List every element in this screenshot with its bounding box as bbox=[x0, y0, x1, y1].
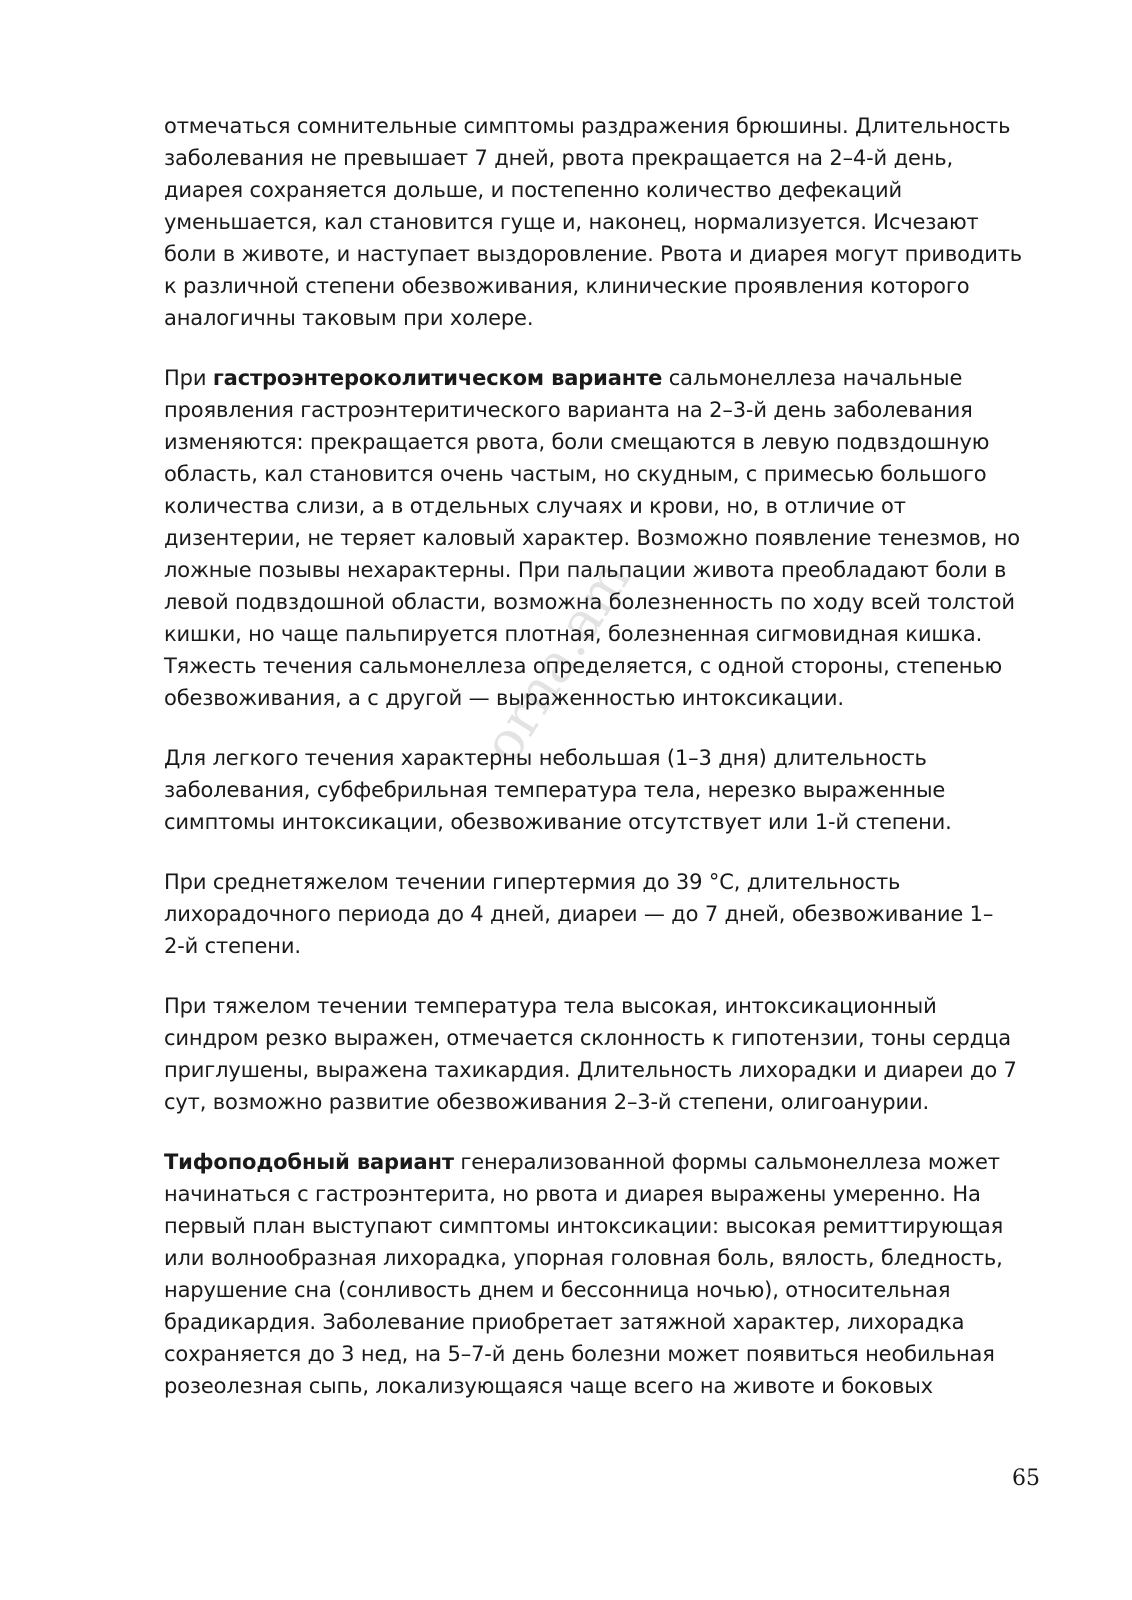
text-segment: симптомы интоксикации, обезвоживание отсутствует или 1-й степени. bbox=[164, 810, 952, 834]
bold-term: гастроэнтероколитическом варианте bbox=[212, 366, 663, 390]
text-line bbox=[164, 866, 1044, 898]
text-segment: или волнообразная лихорадка, упорная головная боль, вялость, бледность, bbox=[164, 1246, 1003, 1270]
text-line bbox=[164, 174, 1044, 206]
paragraph bbox=[164, 110, 1044, 334]
text-segment: первый план выступают симптомы интоксикации: высокая ремиттирующая bbox=[164, 1214, 1004, 1238]
text-line bbox=[164, 898, 1044, 930]
text-line bbox=[164, 142, 1044, 174]
text-line bbox=[164, 110, 1044, 142]
text-line bbox=[164, 1306, 1044, 1338]
paragraph bbox=[164, 866, 1044, 962]
page-number: 65 bbox=[1012, 1466, 1040, 1491]
text-line bbox=[164, 1370, 1044, 1402]
text-segment: генерализованной формы сальмонеллеза может bbox=[453, 1150, 1000, 1174]
bold-term: Тифоподобный вариант bbox=[164, 1150, 454, 1174]
text-segment: диарея сохраняется дольше, и постепенно количество дефекаций bbox=[164, 178, 902, 202]
text-line bbox=[164, 302, 1044, 334]
text-segment: нарушение сна (сонливость днем и бессонница ночью), относительная bbox=[164, 1278, 951, 1302]
text-line bbox=[164, 1178, 1044, 1210]
text-line bbox=[164, 1210, 1044, 1242]
text-line bbox=[164, 682, 1044, 714]
text-line bbox=[164, 1274, 1044, 1306]
text-line bbox=[164, 650, 1044, 682]
text-line bbox=[164, 362, 1044, 394]
text-line bbox=[164, 554, 1044, 586]
text-segment: проявления гастроэнтеритического варианта на 2–3-й день заболевания bbox=[164, 398, 973, 422]
text-segment: отмечаться сомнительные симптомы раздражения брюшины. Длительность bbox=[164, 114, 1011, 138]
paragraph bbox=[164, 990, 1044, 1118]
text-line bbox=[164, 270, 1044, 302]
text-segment: аналогичны таковым при холере. bbox=[164, 306, 534, 330]
text-line bbox=[164, 426, 1044, 458]
text-line bbox=[164, 742, 1044, 774]
text-segment: дизентерии, не теряет каловый характер. Возможно появление тенезмов, но bbox=[164, 526, 1021, 550]
paragraph bbox=[164, 1146, 1044, 1402]
text-segment: заболевания, субфебрильная температура тела, нерезко выраженные bbox=[164, 778, 946, 802]
text-segment: изменяются: прекращается рвота, боли смещаются в левую подвздошную bbox=[164, 430, 990, 454]
text-line bbox=[164, 394, 1044, 426]
text-segment: ложные позывы нехарактерны. При пальпации живота преобладают боли в bbox=[164, 558, 1007, 582]
paragraph bbox=[164, 362, 1044, 714]
text-line bbox=[164, 490, 1044, 522]
text-line bbox=[164, 806, 1044, 838]
text-segment: приглушены, выражена тахикардия. Длительность лихорадки и диареи до 7 bbox=[164, 1058, 1017, 1082]
text-line bbox=[164, 238, 1044, 270]
text-segment: кишки, но чаще пальпируется плотная, болезненная сигмовидная кишка. bbox=[164, 622, 983, 646]
text-segment: Тяжесть течения сальмонеллеза определяется, с одной стороны, степенью bbox=[164, 654, 1003, 678]
text-line bbox=[164, 586, 1044, 618]
text-segment: брадикардия. Заболевание приобретает затяжной характер, лихорадка bbox=[164, 1310, 965, 1334]
text-line bbox=[164, 930, 1044, 962]
text-segment: сальмонеллеза начальные bbox=[662, 366, 963, 390]
text-line bbox=[164, 990, 1044, 1022]
text-line bbox=[164, 1146, 1044, 1178]
text-line bbox=[164, 1242, 1044, 1274]
text-line bbox=[164, 206, 1044, 238]
text-segment: При bbox=[164, 366, 213, 390]
text-line bbox=[164, 1054, 1044, 1086]
text-line bbox=[164, 618, 1044, 650]
text-segment: Для легкого течения характерны небольшая (1–3 дня) длительность bbox=[164, 746, 927, 770]
text-line bbox=[164, 1086, 1044, 1118]
text-segment: количества слизи, а в отдельных случаях и крови, но, в отличие от bbox=[164, 494, 906, 518]
text-segment: сут, возможно развитие обезвоживания 2–3-й степени, олигоанурии. bbox=[164, 1090, 930, 1114]
paragraph bbox=[164, 742, 1044, 838]
text-segment: уменьшается, кал становится гуще и, наконец, нормализуется. Исчезают bbox=[164, 210, 979, 234]
text-segment: начинаться с гастроэнтерита, но рвота и диарея выражены умеренно. На bbox=[164, 1182, 981, 1206]
watermark: orna.am bbox=[470, 548, 644, 774]
text-segment: лихорадочного периода до 4 дней, диареи — до 7 дней, обезвоживание 1– bbox=[164, 902, 994, 926]
text-segment: При тяжелом течении температура тела высокая, интоксикационный bbox=[164, 994, 937, 1018]
text-segment: синдром резко выражен, отмечается склонность к гипотензии, тоны сердца bbox=[164, 1026, 1011, 1050]
text-segment: заболевания не превышает 7 дней, рвота прекращается на 2–4-й день, bbox=[164, 146, 954, 170]
text-segment: к различной степени обезвоживания, клинические проявления которого bbox=[164, 274, 970, 298]
text-line bbox=[164, 1022, 1044, 1054]
text-line bbox=[164, 1338, 1044, 1370]
text-segment: При среднетяжелом течении гипертермия до 39 °С, длительность bbox=[164, 870, 901, 894]
text-segment: боли в животе, и наступает выздоровление. Рвота и диарея могут приводить bbox=[164, 242, 1023, 266]
text-line bbox=[164, 458, 1044, 490]
text-line bbox=[164, 774, 1044, 806]
text-segment: 2-й степени. bbox=[164, 934, 301, 958]
text-line bbox=[164, 522, 1044, 554]
text-segment: левой подвздошной области, возможна болезненность по ходу всей толстой bbox=[164, 590, 1015, 614]
text-segment: область, кал становится очень частым, но скудным, с примесью большого bbox=[164, 462, 987, 486]
text-segment: розеолезная сыпь, локализующаяся чаще всего на животе и боковых bbox=[164, 1374, 933, 1398]
text-segment: сохраняется до 3 нед, на 5–7-й день болезни может появиться необильная bbox=[164, 1342, 995, 1366]
text-segment: обезвоживания, а с другой — выраженностью интоксикации. bbox=[164, 686, 844, 710]
page-body bbox=[164, 110, 1044, 1430]
